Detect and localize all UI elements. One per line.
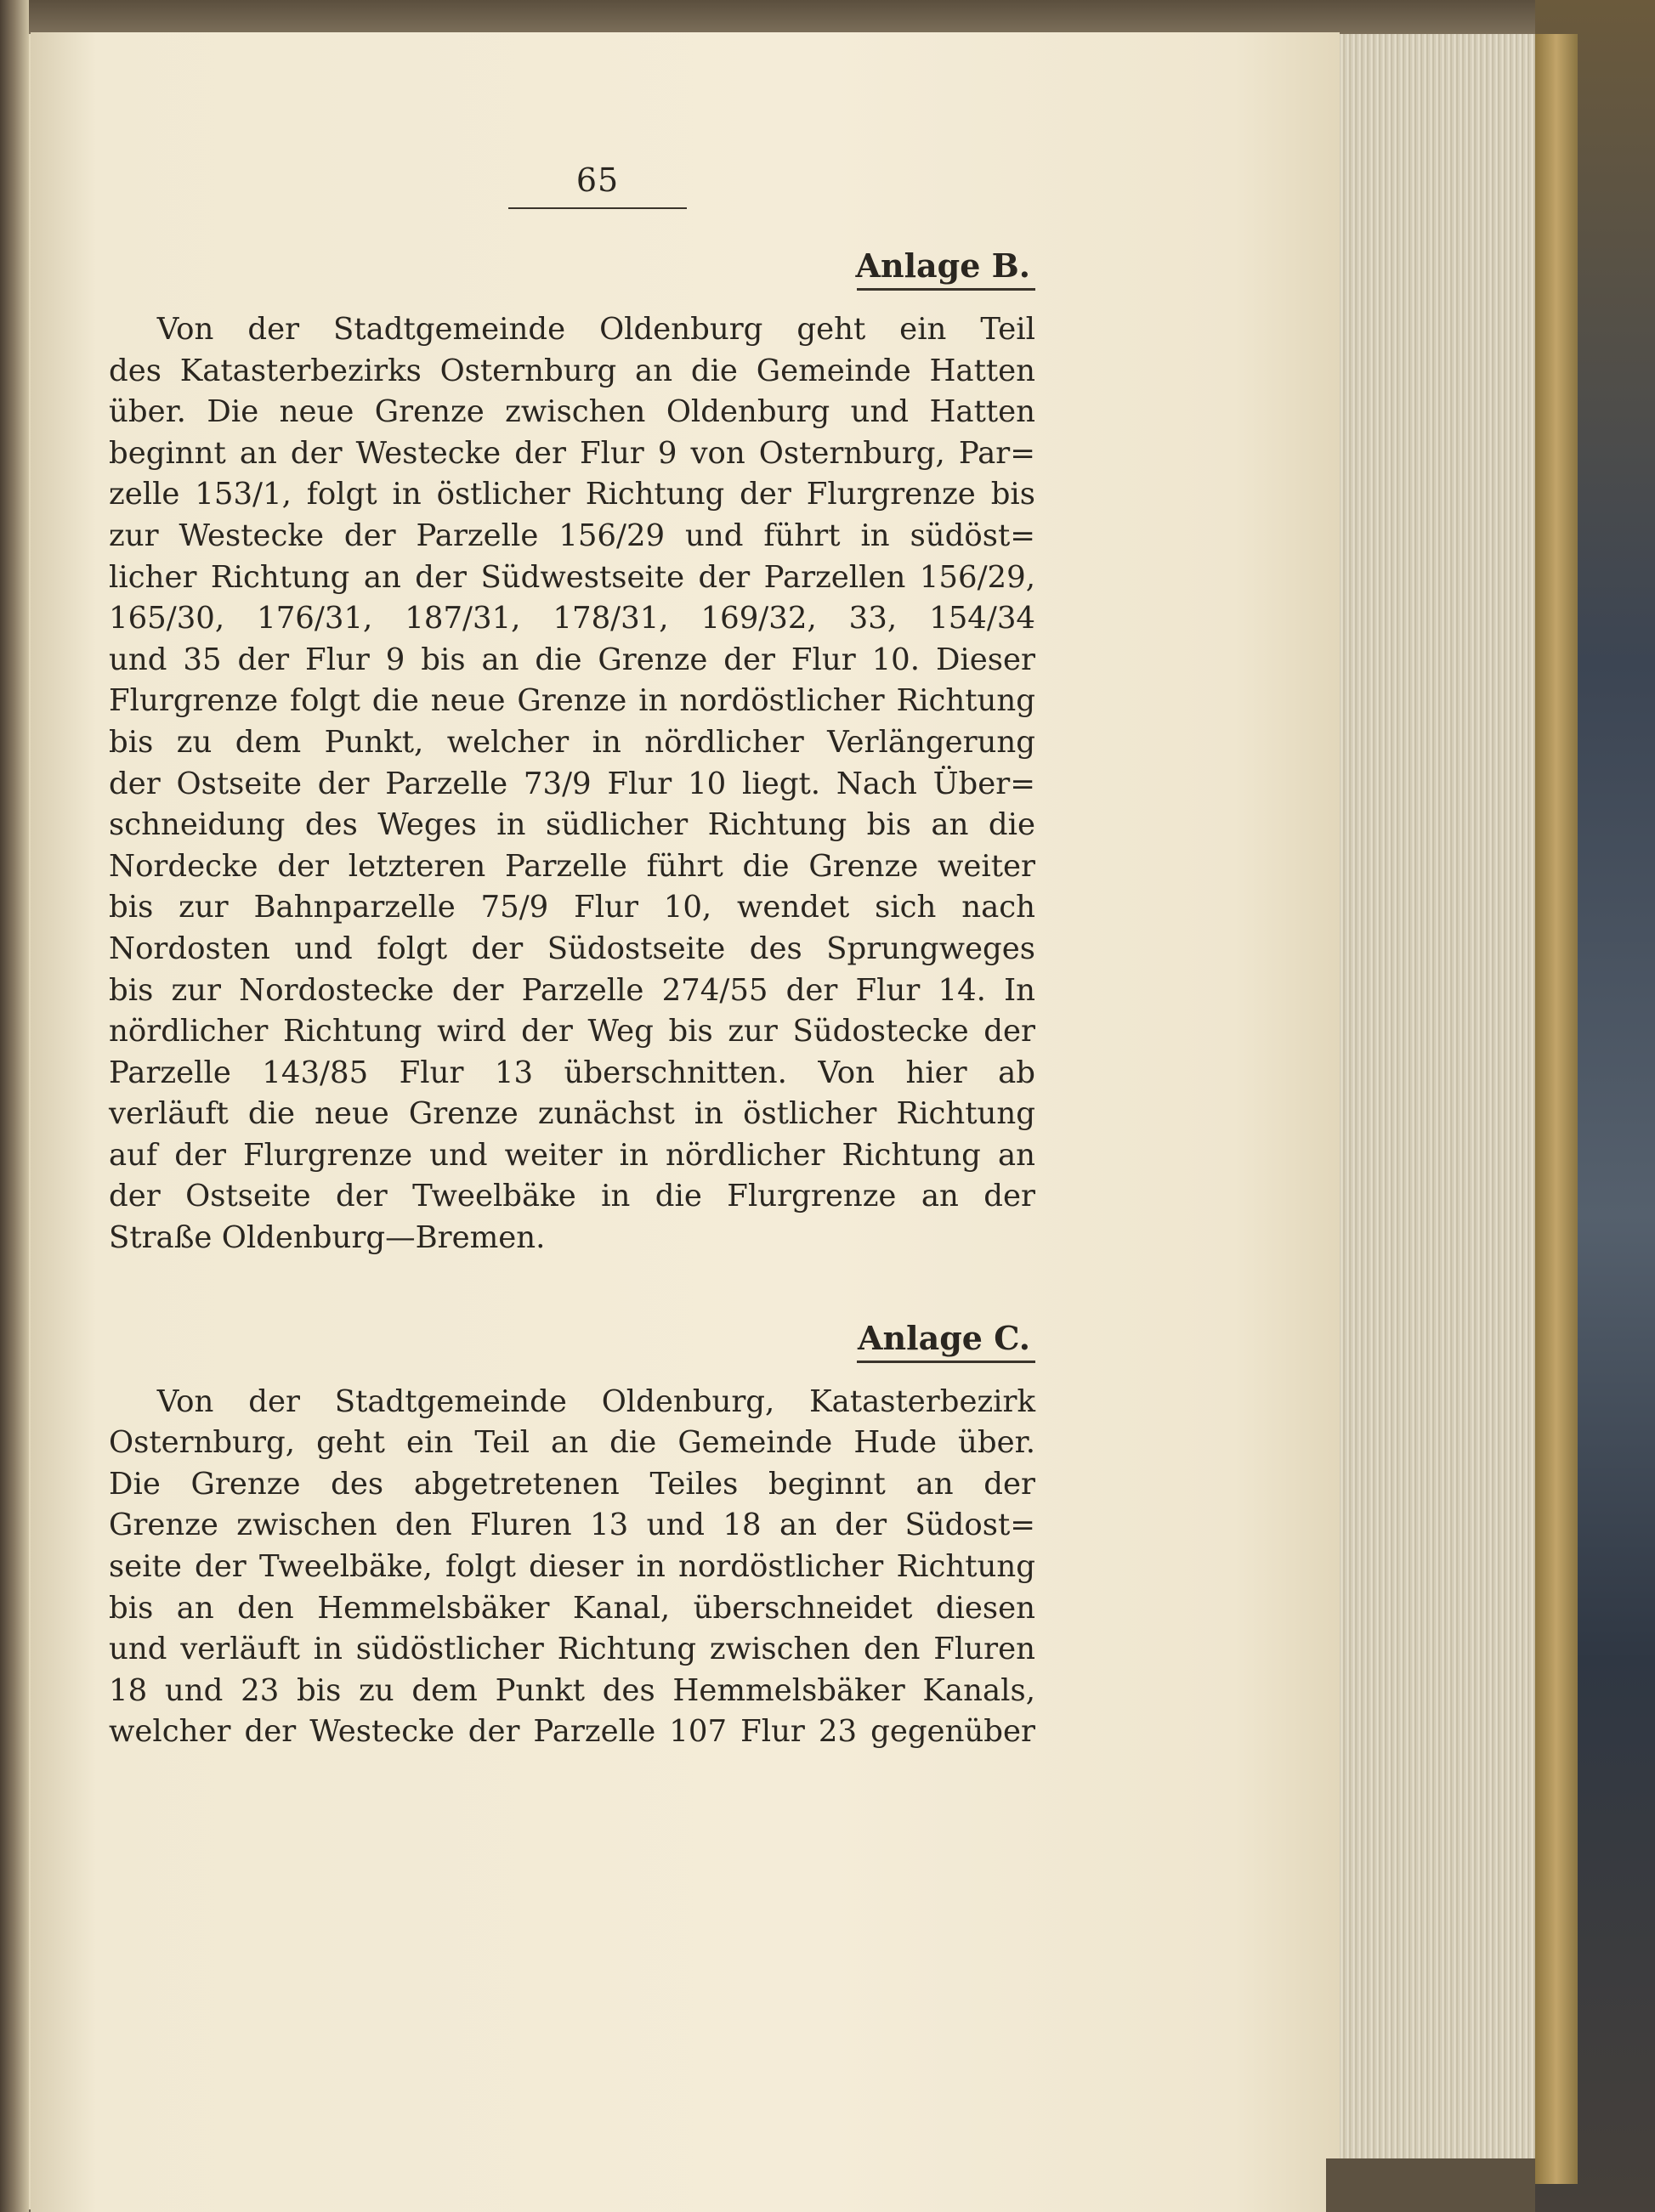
text-line: Nordecke der letzteren Parzelle führt die Grenze weiter bbox=[109, 848, 1035, 884]
page-stack-edges bbox=[1340, 34, 1535, 2175]
text-line: Parzelle 143/85 Flur 13 überschnitten. Von hier ab bbox=[109, 1055, 1035, 1090]
text-line: welcher der Westecke der Parzelle 107 Flur 23 gegenüber bbox=[109, 1714, 1035, 1750]
text-line: des Katasterbezirks Osternburg an die Gemeinde Hatten bbox=[109, 353, 1035, 388]
annex-c-rule bbox=[857, 1361, 1035, 1363]
text-line: Osternburg, geht ein Teil an die Gemeinde Hude über. bbox=[109, 1425, 1035, 1461]
text-line: bis zur Bahnparzelle 75/9 Flur 10, wendet sich nach bbox=[109, 890, 1035, 925]
text-line: Die Grenze des abgetretenen Teiles beginnt an der bbox=[109, 1466, 1035, 1502]
text-line: bis zu dem Punkt, welcher in nördlicher Verlängerung bbox=[109, 724, 1035, 760]
annex-b-heading: Anlage B. bbox=[855, 246, 1030, 285]
text-line: beginnt an der Westecke der Flur 9 von Osternburg, Par= bbox=[109, 435, 1035, 471]
annex-c-heading: Anlage C. bbox=[858, 1318, 1030, 1357]
annex-b-rule bbox=[857, 288, 1035, 291]
book-spine-left bbox=[0, 0, 29, 2212]
text-line: bis an den Hemmelsbäker Kanal, überschneidet diesen bbox=[109, 1590, 1035, 1626]
annex-c-paragraph bbox=[109, 1382, 1035, 1753]
page-stack-bottom bbox=[1326, 2158, 1547, 2212]
text-line: Grenze zwischen den Fluren 13 und 18 an der Südost= bbox=[109, 1508, 1035, 1543]
annex-b-paragraph bbox=[109, 309, 1035, 1259]
text-line: schneidung des Weges in südlicher Richtung bis an die bbox=[109, 807, 1035, 843]
text-line: seite der Tweelbäke, folgt dieser in nordöstlicher Richtung bbox=[109, 1549, 1035, 1585]
text-line: nördlicher Richtung wird der Weg bis zur Südostecke der bbox=[109, 1014, 1035, 1049]
text-line: der Ostseite der Tweelbäke in die Flurgrenze an der bbox=[109, 1179, 1035, 1214]
text-line: 18 und 23 bis zu dem Punkt des Hemmelsbäker Kanals, bbox=[109, 1672, 1035, 1708]
text-line: bis zur Nordostecke der Parzelle 274/55 der Flur 14. In bbox=[109, 972, 1035, 1008]
text-line: und verläuft in südöstlicher Richtung zwischen den Fluren bbox=[109, 1632, 1035, 1667]
text-line: auf der Flurgrenze und weiter in nördlicher Richtung an bbox=[109, 1137, 1035, 1173]
page-text bbox=[109, 161, 1035, 1753]
text-line: Von der Stadtgemeinde Oldenburg, Katasterbezirk bbox=[156, 1383, 1035, 1419]
text-line: Flurgrenze folgt die neue Grenze in nordöstlicher Richtung bbox=[109, 683, 1035, 719]
book-top-edge bbox=[0, 0, 1655, 34]
text-line: licher Richtung an der Südwestseite der Parzellen 156/29, bbox=[109, 559, 1035, 595]
text-line: Von der Stadtgemeinde Oldenburg geht ein Teil bbox=[156, 312, 1035, 347]
text-line: zur Westecke der Parzelle 156/29 und führt in südöst= bbox=[109, 518, 1035, 553]
text-line: zelle 153/1, folgt in östlicher Richtung der Flurgrenze bis bbox=[109, 477, 1035, 512]
text-line: 165/30, 176/31, 187/31, 178/31, 169/32, 33, 154/34 bbox=[109, 601, 1035, 636]
text-line: und 35 der Flur 9 bis an die Grenze der Flur 10. Dieser bbox=[109, 642, 1035, 677]
section-gap bbox=[109, 1259, 1035, 1319]
page-number-rule bbox=[508, 207, 687, 209]
text-line: der Ostseite der Parzelle 73/9 Flur 10 liegt. Nach Über= bbox=[109, 766, 1035, 801]
text-line: Straße Oldenburg—Bremen. bbox=[109, 1220, 546, 1256]
text-line: Nordosten und folgt der Südostseite des Sprungweges bbox=[109, 931, 1035, 966]
text-line: über. Die neue Grenze zwischen Oldenburg und Hatten bbox=[109, 394, 1035, 430]
text-line: verläuft die neue Grenze zunächst in östlicher Richtung bbox=[109, 1096, 1035, 1132]
page-number: 65 bbox=[575, 161, 620, 199]
cover-gilt-edge bbox=[1535, 34, 1578, 2184]
